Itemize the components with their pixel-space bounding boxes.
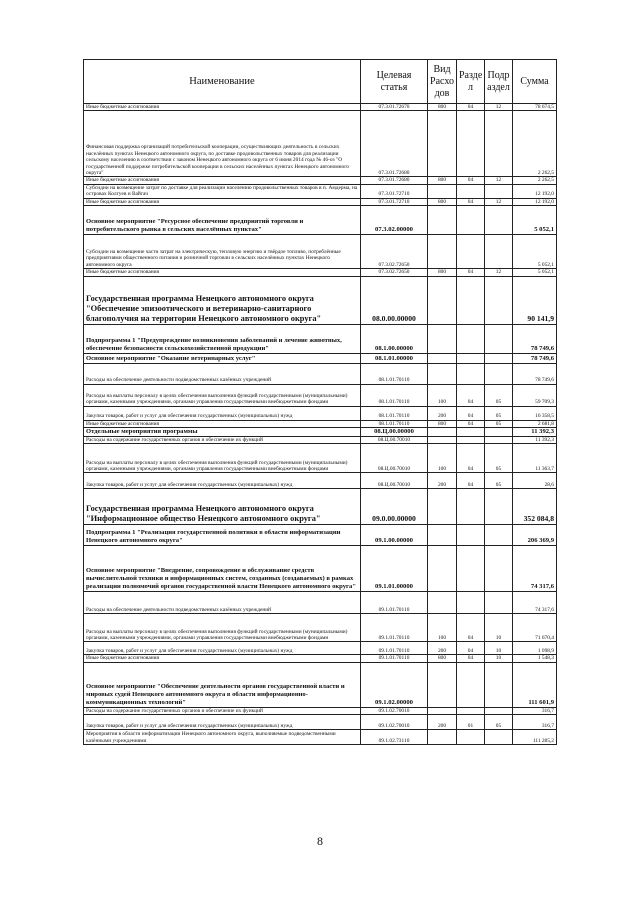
cell-sum: 2 262,5: [513, 111, 557, 177]
table-row: [84, 353, 557, 363]
header-subsection: Подр аздел: [485, 60, 513, 104]
cell-target: 08.1.01.00000: [361, 353, 428, 363]
table-row: [84, 642, 557, 655]
cell-sum: 316,7: [513, 715, 557, 730]
cell-sum: 1 098,9: [513, 642, 557, 655]
cell-kind: [428, 428, 457, 437]
cell-kind: 800: [428, 420, 457, 427]
cell-name: Государственная программа Ненецкого автономного округа "Обеспечение эпизоотического и ветеринарно-санитарного благополучия на территории Ненецкого автономного округа": [84, 276, 361, 324]
cell-kind: [428, 184, 457, 198]
cell-subsection: [485, 437, 513, 444]
cell-name: Основное мероприятие "Внедрение, сопровождение и обслуживание средств вычислительной техники и информационных систем, созданных (создаваемых) в рамках реализации полномочий органов государственной власти Ненецкого автономного округа": [84, 546, 361, 592]
cell-section: 04: [457, 198, 485, 205]
header-sum: Сумма: [513, 60, 557, 104]
cell-target: 09.1.02.00000: [361, 662, 428, 707]
cell-target: 07.3.01.72680: [361, 111, 428, 177]
cell-section: 04: [457, 384, 485, 406]
cell-subsection: 12: [485, 177, 513, 184]
cell-kind: [428, 353, 457, 363]
cell-subsection: [485, 730, 513, 745]
cell-subsection: [485, 428, 513, 437]
cell-name: Закупка товаров, работ и услуг для обеспечения государственных (муниципальных) нужд: [84, 642, 361, 655]
cell-section: [457, 324, 485, 353]
cell-target: 08.0.00.00000: [361, 276, 428, 324]
table-row: [84, 546, 557, 592]
cell-target: 07.3.01.72710: [361, 198, 428, 205]
cell-section: 04: [457, 406, 485, 420]
cell-target: 09.1.01.70110: [361, 614, 428, 642]
cell-section: [457, 592, 485, 614]
cell-name: Субсидии на возмещение части затрат на электрическую, тепловую энергию и твёрдое топливо, потреблённые предприятиями общественного питания и розничной торговли в сельских населённых пунктах Ненецкого автономного округа: [84, 235, 361, 269]
cell-target: 08.Ц.00.70010: [361, 444, 428, 473]
cell-name: Расходы на выплаты персоналу в целях обеспечения выполнения функций государственными (муниципальными) органами, казенными учреждениями, органами управления государственными внебюджетными фондами: [84, 614, 361, 642]
cell-section: [457, 428, 485, 437]
cell-subsection: [485, 235, 513, 269]
table-row: [84, 655, 557, 662]
cell-subsection: 05: [485, 406, 513, 420]
table-row: [84, 104, 557, 111]
cell-section: 04: [457, 444, 485, 473]
budget-table: [83, 59, 557, 745]
cell-section: [457, 437, 485, 444]
cell-sum: 206 369,9: [513, 525, 557, 546]
table-row: [84, 437, 557, 444]
cell-name: Расходы на обеспечение деятельности подведомственных казённых учреждений: [84, 592, 361, 614]
cell-section: 04: [457, 420, 485, 427]
table-row: [84, 276, 557, 324]
cell-target: 08.Ц.00.70010: [361, 437, 428, 444]
cell-subsection: [485, 489, 513, 525]
cell-section: [457, 546, 485, 592]
cell-sum: 1 548,3: [513, 655, 557, 662]
cell-name: Субсидии на возмещение затрат по доставке для реализации населению продовольственных товаров в п. Амдерма, на островах Колгуев и Вайгач: [84, 184, 361, 198]
cell-sum: 12 192,0: [513, 184, 557, 198]
cell-sum: 28,6: [513, 473, 557, 489]
table-row: [84, 269, 557, 276]
cell-target: 09.1.01.70110: [361, 642, 428, 655]
cell-target: 07.3.01.72710: [361, 184, 428, 198]
cell-kind: 800: [428, 104, 457, 111]
cell-name: Иные бюджетные ассигнования: [84, 177, 361, 184]
table-row: [84, 184, 557, 198]
table-row: [84, 111, 557, 177]
cell-kind: [428, 546, 457, 592]
cell-sum: 111 285,2: [513, 730, 557, 745]
cell-kind: [428, 235, 457, 269]
cell-section: [457, 353, 485, 363]
cell-kind: [428, 707, 457, 714]
cell-name: Иные бюджетные ассигнования: [84, 104, 361, 111]
cell-section: 01: [457, 715, 485, 730]
cell-subsection: 12: [485, 269, 513, 276]
cell-kind: 200: [428, 473, 457, 489]
cell-name: Иные бюджетные ассигнования: [84, 198, 361, 205]
table-row: [84, 525, 557, 546]
cell-subsection: 05: [485, 473, 513, 489]
cell-subsection: [485, 324, 513, 353]
cell-kind: 200: [428, 715, 457, 730]
cell-subsection: 10: [485, 642, 513, 655]
cell-subsection: 05: [485, 420, 513, 427]
cell-kind: [428, 525, 457, 546]
cell-kind: [428, 437, 457, 444]
cell-kind: [428, 489, 457, 525]
cell-sum: 90 141,9: [513, 276, 557, 324]
cell-section: [457, 525, 485, 546]
table-row: [84, 489, 557, 525]
table-row: [84, 707, 557, 714]
cell-name: Иные бюджетные ассигнования: [84, 655, 361, 662]
cell-sum: 78 749,6: [513, 324, 557, 353]
table-row: [84, 363, 557, 384]
cell-sum: 78 674,5: [513, 104, 557, 111]
cell-section: [457, 235, 485, 269]
cell-section: 04: [457, 473, 485, 489]
cell-kind: [428, 111, 457, 177]
table-row: [84, 730, 557, 745]
cell-kind: 200: [428, 642, 457, 655]
table-row: [84, 614, 557, 642]
table-row: [84, 384, 557, 406]
cell-name: Подпрограмма 1 "Предупреждение возникновения заболеваний и лечение животных, обеспечение безопасности сельскохозяйственной продукции": [84, 324, 361, 353]
cell-subsection: 12: [485, 104, 513, 111]
cell-subsection: [485, 363, 513, 384]
cell-sum: 5 052,1: [513, 235, 557, 269]
cell-sum: 16 358,5: [513, 406, 557, 420]
cell-name: Расходы на содержание государственных органов и обеспечение их функций: [84, 707, 361, 714]
table-row: [84, 206, 557, 235]
cell-kind: 800: [428, 269, 457, 276]
cell-subsection: 05: [485, 715, 513, 730]
cell-kind: [428, 363, 457, 384]
cell-name: Государственная программа Ненецкого автономного округа "Информационное общество Ненецкого автономного округа": [84, 489, 361, 525]
cell-sum: 74 317,6: [513, 546, 557, 592]
cell-target: 09.1.02.73110: [361, 730, 428, 745]
table-row: [84, 715, 557, 730]
document-page: [83, 59, 556, 745]
cell-sum: 5 052,1: [513, 269, 557, 276]
cell-sum: 352 084,8: [513, 489, 557, 525]
cell-target: 09.1.01.70110: [361, 592, 428, 614]
cell-target: 07.3.01.72670: [361, 104, 428, 111]
cell-name: Закупка товаров, работ и услуг для обеспечения государственных (муниципальных) нужд: [84, 473, 361, 489]
cell-sum: 111 601,9: [513, 662, 557, 707]
cell-section: [457, 184, 485, 198]
cell-name: Расходы на обеспечение деятельности подведомственных казённых учреждений: [84, 363, 361, 384]
cell-target: 08.1.01.70110: [361, 384, 428, 406]
cell-kind: [428, 276, 457, 324]
cell-kind: [428, 592, 457, 614]
cell-section: 04: [457, 104, 485, 111]
cell-subsection: [485, 111, 513, 177]
cell-target: 07.3.02.72650: [361, 235, 428, 269]
cell-name: Расходы на содержание государственных органов и обеспечение их функций: [84, 437, 361, 444]
cell-subsection: 12: [485, 198, 513, 205]
cell-subsection: [485, 592, 513, 614]
table-body: [84, 104, 557, 745]
cell-section: 04: [457, 642, 485, 655]
cell-name: Основное мероприятие "Оказание ветеринарных услуг": [84, 353, 361, 363]
cell-kind: 800: [428, 198, 457, 205]
page-number: 8: [317, 834, 323, 848]
table-row: [84, 592, 557, 614]
table-row: [84, 406, 557, 420]
cell-target: 08.1.01.70110: [361, 420, 428, 427]
cell-sum: 78 749,6: [513, 363, 557, 384]
table-row: [84, 444, 557, 473]
cell-target: 08.1.01.70110: [361, 363, 428, 384]
header-section: Разде л: [457, 60, 485, 104]
cell-subsection: 10: [485, 655, 513, 662]
cell-sum: 316,7: [513, 707, 557, 714]
table-header: [84, 60, 557, 104]
cell-kind: [428, 730, 457, 745]
cell-name: Основное мероприятие "Обеспечение деятельности органов государственной власти и мировых судей Ненецкого автономного округа в области информационно-коммуникационных технологий": [84, 662, 361, 707]
table-row: [84, 420, 557, 427]
cell-name: Иные бюджетные ассигнования: [84, 269, 361, 276]
cell-subsection: [485, 525, 513, 546]
cell-section: [457, 276, 485, 324]
cell-kind: 800: [428, 655, 457, 662]
cell-name: Основное мероприятие "Ресурсное обеспечение предприятий торговли и потребительского рынка в сельских населённых пунктах": [84, 206, 361, 235]
cell-target: 09.1.02.70010: [361, 707, 428, 714]
cell-kind: 100: [428, 614, 457, 642]
cell-sum: 59 709,3: [513, 384, 557, 406]
cell-target: 08.1.01.70110: [361, 406, 428, 420]
cell-subsection: [485, 184, 513, 198]
header-name: Наименование: [84, 60, 361, 104]
table-row: [84, 324, 557, 353]
cell-name: Закупка товаров, работ и услуг для обеспечения государственных (муниципальных) нужд: [84, 406, 361, 420]
table-row: [84, 473, 557, 489]
cell-name: Подпрограмма 1 "Реализация государственной политики в области информатизации Ненецкого автономного округа": [84, 525, 361, 546]
cell-subsection: 05: [485, 444, 513, 473]
cell-subsection: [485, 353, 513, 363]
cell-sum: 12 192,0: [513, 198, 557, 205]
cell-sum: 11 392,3: [513, 428, 557, 437]
cell-section: [457, 206, 485, 235]
cell-target: 08.Ц.00.70010: [361, 473, 428, 489]
cell-name: Мероприятия в области информатизации Ненецкого автономного округа, выполняемые подведомственными казёнными учреждениями: [84, 730, 361, 745]
cell-section: [457, 363, 485, 384]
cell-sum: 2 681,8: [513, 420, 557, 427]
cell-subsection: 05: [485, 384, 513, 406]
cell-section: [457, 707, 485, 714]
cell-kind: 100: [428, 444, 457, 473]
cell-target: 09.1.01.70110: [361, 655, 428, 662]
cell-kind: [428, 206, 457, 235]
cell-section: [457, 489, 485, 525]
cell-sum: 11 363,7: [513, 444, 557, 473]
cell-sum: 11 392,3: [513, 437, 557, 444]
cell-name: Расходы на выплаты персоналу в целях обеспечения выполнения функций государственными (муниципальными) органами, казенными учреждениями, органами управления государственными внебюджетными фондами: [84, 384, 361, 406]
cell-target: 07.3.02.00000: [361, 206, 428, 235]
cell-sum: 78 749,6: [513, 353, 557, 363]
table-row: [84, 428, 557, 437]
cell-target: 08.Ц.00.00000: [361, 428, 428, 437]
cell-target: 08.1.00.00000: [361, 324, 428, 353]
cell-section: [457, 730, 485, 745]
table-row: [84, 177, 557, 184]
cell-target: 09.1.01.00000: [361, 546, 428, 592]
cell-sum: 74 317,6: [513, 592, 557, 614]
cell-target: 09.1.02.70010: [361, 715, 428, 730]
cell-subsection: [485, 707, 513, 714]
cell-section: [457, 662, 485, 707]
cell-name: Иные бюджетные ассигнования: [84, 420, 361, 427]
cell-target: 07.3.01.72680: [361, 177, 428, 184]
cell-subsection: [485, 546, 513, 592]
cell-section: 04: [457, 177, 485, 184]
cell-target: 09.0.00.00000: [361, 489, 428, 525]
cell-section: 04: [457, 269, 485, 276]
cell-kind: [428, 324, 457, 353]
cell-subsection: [485, 662, 513, 707]
cell-kind: [428, 662, 457, 707]
cell-subsection: [485, 276, 513, 324]
cell-name: Финансовая поддержка организаций потребительской кооперации, осуществляющих деятельность в сельских населённых пунктах Ненецкого автономного округа, по доставке продовольственных товаров для реализации сельскому населению в соответствии с законом Ненецкого автономного округа от 6 июня 2014 года № 46-оз "О государственной поддержке потребительской кооперации в сельских населённых пунктах Ненецкого автономного округа": [84, 111, 361, 177]
cell-name: Отдельные мероприятия программы: [84, 428, 361, 437]
cell-name: Расходы на выплаты персоналу в целях обеспечения выполнения функций государственными (муниципальными) органами, казенными учреждениями, органами управления государственными внебюджетными фондами: [84, 444, 361, 473]
cell-section: 04: [457, 614, 485, 642]
cell-target: 09.1.00.00000: [361, 525, 428, 546]
cell-section: 04: [457, 655, 485, 662]
cell-subsection: [485, 206, 513, 235]
cell-sum: 2 262,5: [513, 177, 557, 184]
table-row: [84, 198, 557, 205]
header-target: Целевая статья: [361, 60, 428, 104]
cell-section: [457, 111, 485, 177]
cell-kind: 200: [428, 406, 457, 420]
cell-sum: 5 052,1: [513, 206, 557, 235]
cell-target: 07.3.02.72650: [361, 269, 428, 276]
table-row: [84, 662, 557, 707]
table-row: [84, 235, 557, 269]
cell-kind: 800: [428, 177, 457, 184]
cell-sum: 71 670,4: [513, 614, 557, 642]
cell-name: Закупка товаров, работ и услуг для обеспечения государственных (муниципальных) нужд: [84, 715, 361, 730]
cell-subsection: 10: [485, 614, 513, 642]
header-kind: Вид Расхо дов: [428, 60, 457, 104]
cell-kind: 100: [428, 384, 457, 406]
